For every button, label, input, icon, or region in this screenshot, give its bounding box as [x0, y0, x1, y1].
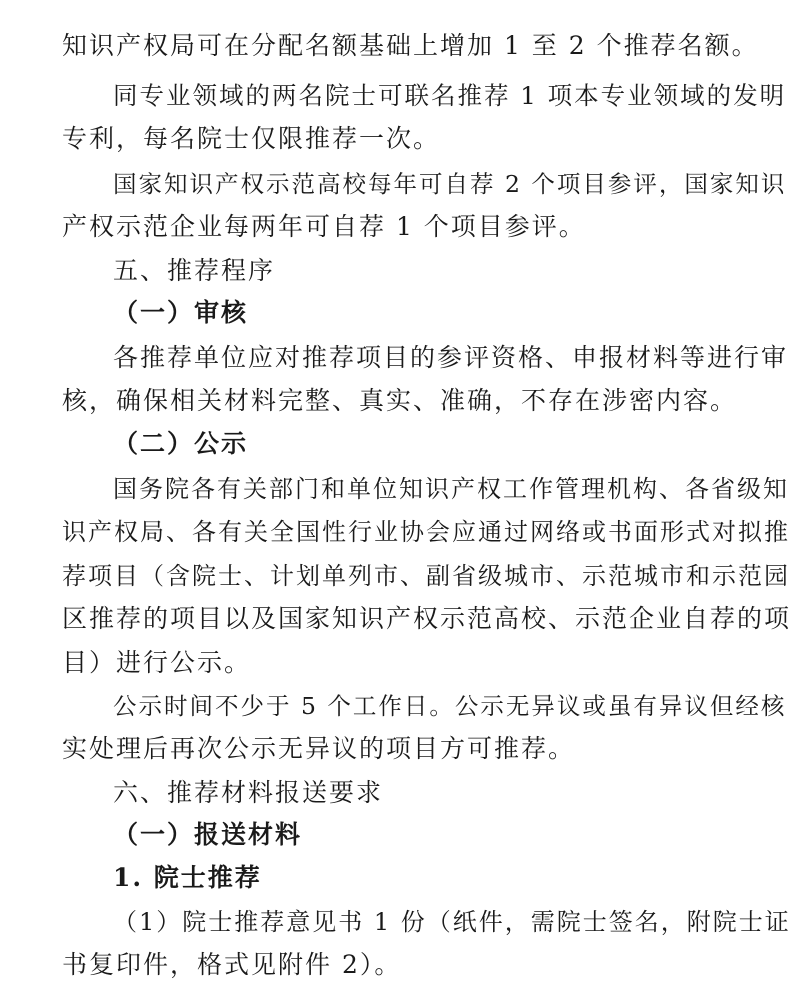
text-line: 专利，每名院士仅限推荐一次。 [62, 124, 441, 153]
text-line: 荐项目（含院士、计划单列市、副省级城市、示范城市和示范园 [62, 562, 790, 590]
subsection-heading: （一）审核 [113, 298, 249, 327]
text-line: 书复印件，格式见附件 2）。 [62, 950, 402, 979]
text-line: 产权示范企业每两年可自荐 1 个项目参评。 [62, 212, 586, 241]
text-line: 国务院各有关部门和单位知识产权工作管理机构、各省级知 [113, 475, 789, 503]
item-heading: 1. 院士推荐 [113, 863, 262, 892]
text-line: 同专业领域的两名院士可联名推荐 1 项本专业领域的发明 [113, 81, 787, 110]
text-line: 识产权局、各有关全国性行业协会应通过网络或书面形式对拟推 [62, 518, 790, 546]
section-heading: 五、推荐程序 [113, 256, 276, 285]
section-heading: 六、推荐材料报送要求 [113, 778, 384, 807]
text-line: 公示时间不少于 5 个工作日。公示无异议或虽有异议但经核 [113, 692, 787, 720]
text-line: 国家知识产权示范高校每年可自荐 2 个项目参评，国家知识 [113, 170, 787, 198]
text-line: 目）进行公示。 [62, 648, 252, 677]
text-line: 区推荐的项目以及国家知识产权示范高校、示范企业自荐的项 [62, 604, 792, 633]
text-line: 知识产权局可在分配名额基础上增加 1 至 2 个推荐名额。 [62, 31, 759, 60]
text-line: 各推荐单位应对推荐项目的参评资格、申报材料等进行审 [113, 343, 789, 372]
text-line: （1）院士推荐意见书 1 份（纸件，需院士签名，附院士证 [113, 908, 791, 936]
text-line: 核，确保相关材料完整、真实、准确，不存在涉密内容。 [62, 386, 738, 415]
text-line: 实处理后再次公示无异议的项目方可推荐。 [62, 734, 576, 763]
subsection-heading: （一）报送材料 [113, 820, 303, 849]
subsection-heading: （二）公示 [113, 429, 249, 458]
